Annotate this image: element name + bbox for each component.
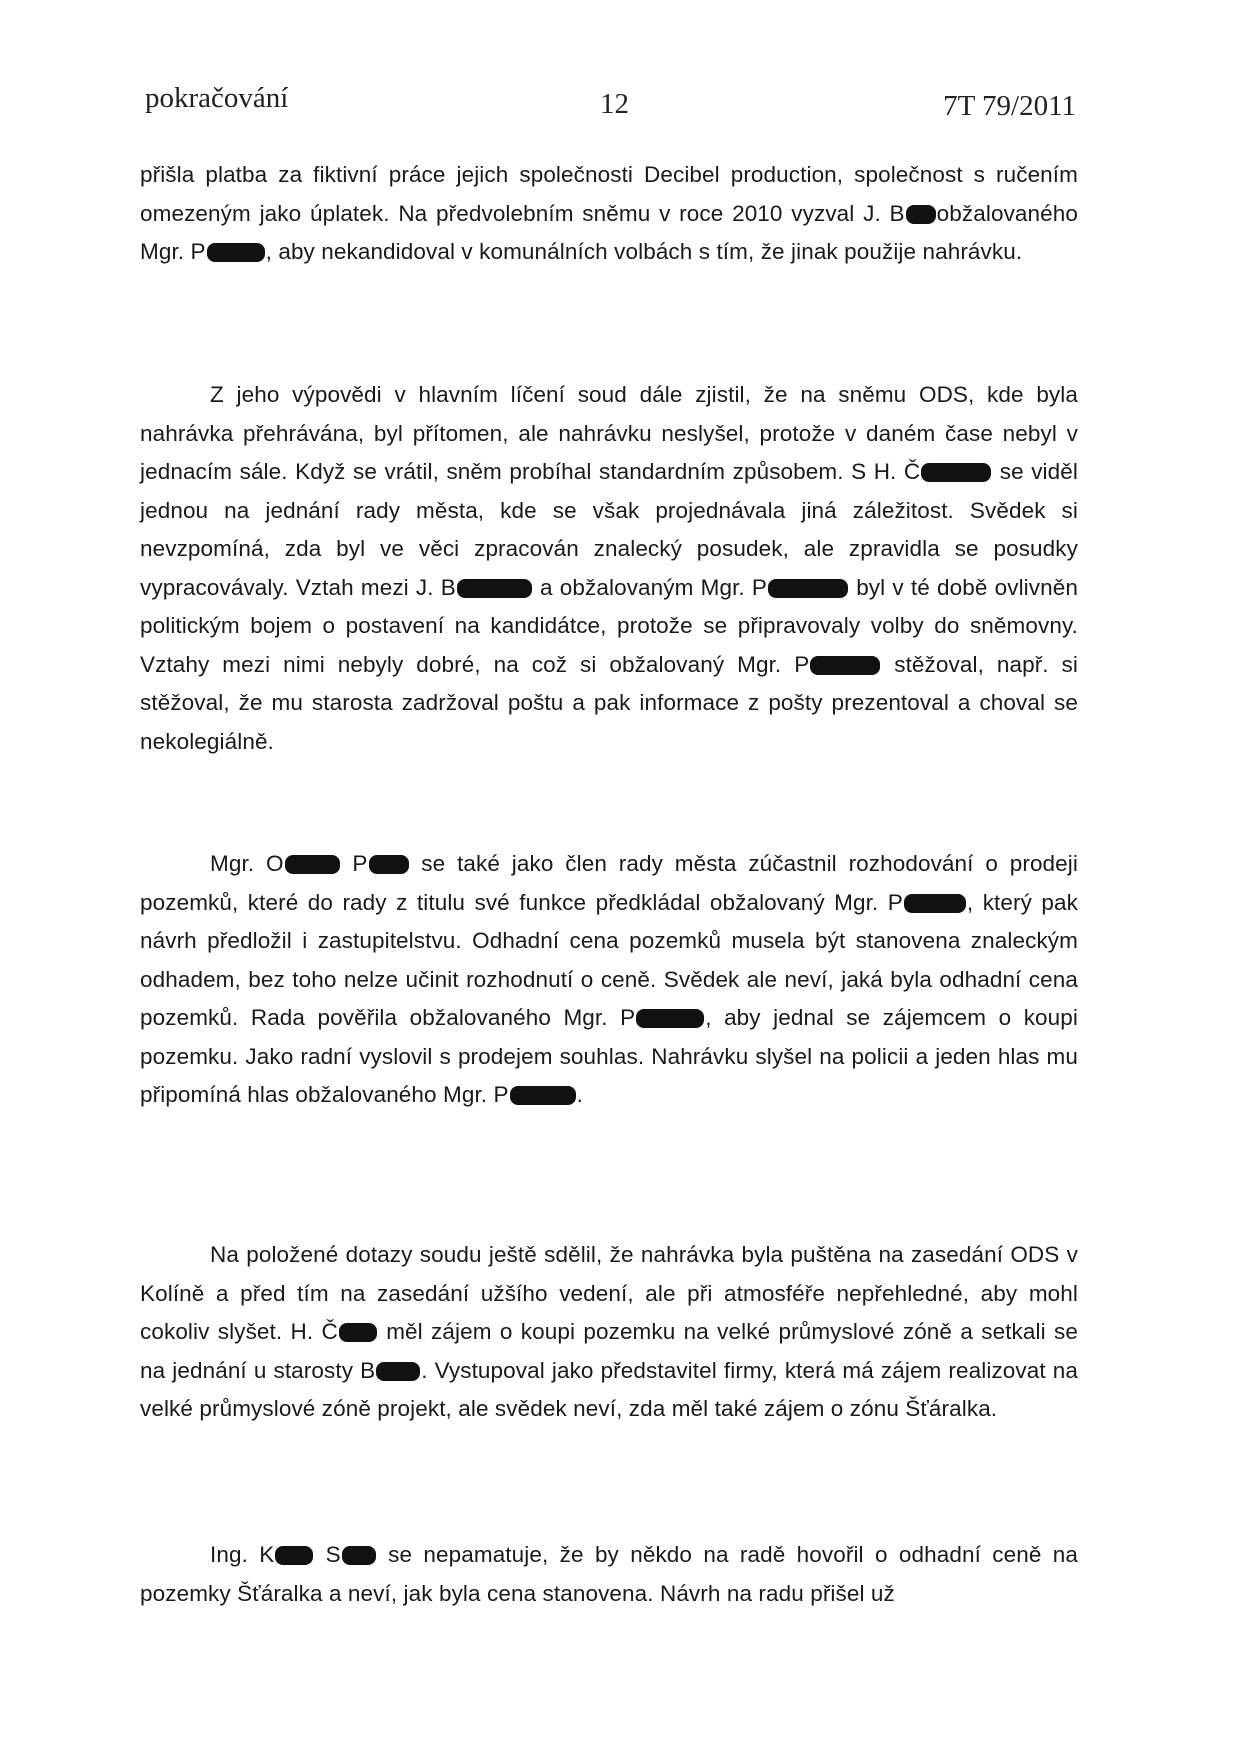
redaction-mark	[921, 463, 991, 482]
redaction-mark	[376, 1362, 420, 1381]
redaction-mark	[510, 1086, 576, 1105]
redaction-mark	[636, 1009, 704, 1028]
text-span: Na položené dotazy soudu ještě sdělil, že nahrávka byla puštěna na zasedání ODS v Kolíně a před tím na zasedání užšího vedení, ale při atmosféře nepřehledné, aby mohl cokoliv slyšet. H. Č	[140, 1242, 1078, 1344]
redaction-mark	[285, 855, 340, 874]
text-span: obžalovaného Mgr. P	[140, 200, 1078, 264]
paragraph-5	[140, 1536, 1078, 1613]
header-case-number: 7T 79/2011	[943, 90, 1076, 122]
text-span: P	[340, 851, 368, 876]
paragraph-1	[140, 156, 1078, 272]
paragraph-2	[140, 376, 1078, 761]
text-span: se nepamatuje, že by někdo na radě hovořil o odhadní ceně na pozemky Šťáralka a neví, jak byla cena stanovena. Návrh na radu přišel už	[140, 1542, 1078, 1606]
text-span: Mgr. O	[210, 851, 284, 876]
text-span: , který pak návrh předložil i zastupitelstvu. Odhadní cena pozemků musela být stanovena znaleckým odhadem, bez toho nelze učinit rozhodnutí o ceně. Svědek ale neví, jaká byla odhadní cena pozemků. Rada pověřila obžalovaného Mgr. P	[140, 889, 1078, 1030]
text-span: stěžoval, např. si stěžoval, že mu starosta zadržoval poštu a pak informace z pošty prezentoval a choval se nekolegiálně.	[140, 651, 1079, 754]
redaction-mark	[339, 1323, 377, 1342]
text-span: a obžalovaným Mgr. P	[532, 574, 768, 600]
paragraph-4	[140, 1236, 1078, 1429]
header-page-number: 12	[600, 88, 629, 120]
redaction-mark	[768, 579, 848, 598]
redaction-mark	[457, 579, 532, 598]
text-span: , aby jednal se zájemcem o koupi pozemku. Jako radní vyslovil s prodejem souhlas. Nahrávku slyšel na policii a jeden hlas mu připomíná hlas obžalovaného Mgr. P	[140, 1005, 1078, 1107]
redaction-mark	[342, 1546, 376, 1565]
text-span: byl v té době ovlivněn politickým bojem o postavení na kandidátce, protože se připravovaly volby do sněmovny. Vztahy mezi nimi nebyly dobré, na což si obžalovaný Mgr. P	[140, 574, 1078, 677]
page-header	[145, 82, 1076, 126]
header-continuation: pokračování	[145, 82, 289, 114]
text-span: se viděl jednou na jednání rady města, kde se však projednávala jiná záležitost. Svědek si nevzpomíná, zda byl ve věci zpracován znalecký posudek, ale zpravidla se posudky vypracovávaly. Vztah mezi J. B	[140, 459, 1078, 600]
text-span: .	[576, 1082, 583, 1107]
redaction-mark	[369, 855, 409, 874]
text-span: . Vystupoval jako představitel firmy, která má zájem realizovat na velké průmyslové zóně projekt, ale svědek neví, zda měl také zájem o zónu Šťáralka.	[140, 1357, 1078, 1421]
redaction-mark	[906, 205, 936, 224]
text-span: Z jeho výpovědi v hlavním líčení soud dále zjistil, že na sněmu ODS, kde byla nahrávka přehrávána, byl přítomen, ale nahrávku neslyšel, protože v daném čase nebyl v jednacím sále. Když se vrátil, sněm probíhal standardním způsobem. S H. Č	[140, 382, 1078, 484]
redaction-mark	[275, 1546, 313, 1565]
redaction-mark	[810, 656, 880, 675]
text-span: S	[314, 1542, 341, 1567]
paragraph-3	[140, 845, 1078, 1115]
text-span: přišla platba za fiktivní práce jejich společnosti Decibel production, společnost s ručením omezeným jako úplatek. Na předvolebním sněmu v roce 2010 vyzval J. B	[140, 162, 1078, 226]
redaction-mark	[207, 243, 265, 262]
redaction-mark	[904, 894, 966, 913]
text-span: , aby nekandidoval v komunálních volbách s tím, že jinak použije nahrávku.	[265, 239, 1023, 264]
text-span: Ing. K	[210, 1542, 275, 1567]
text-span: měl zájem o koupi pozemku na velké průmyslové zóně a setkali se na jednání u starosty B	[140, 1319, 1078, 1383]
text-span: se také jako člen rady města zúčastnil rozhodování o prodeji pozemků, které do rady z titulu své funkce předkládal obžalovaný Mgr. P	[140, 851, 1078, 915]
